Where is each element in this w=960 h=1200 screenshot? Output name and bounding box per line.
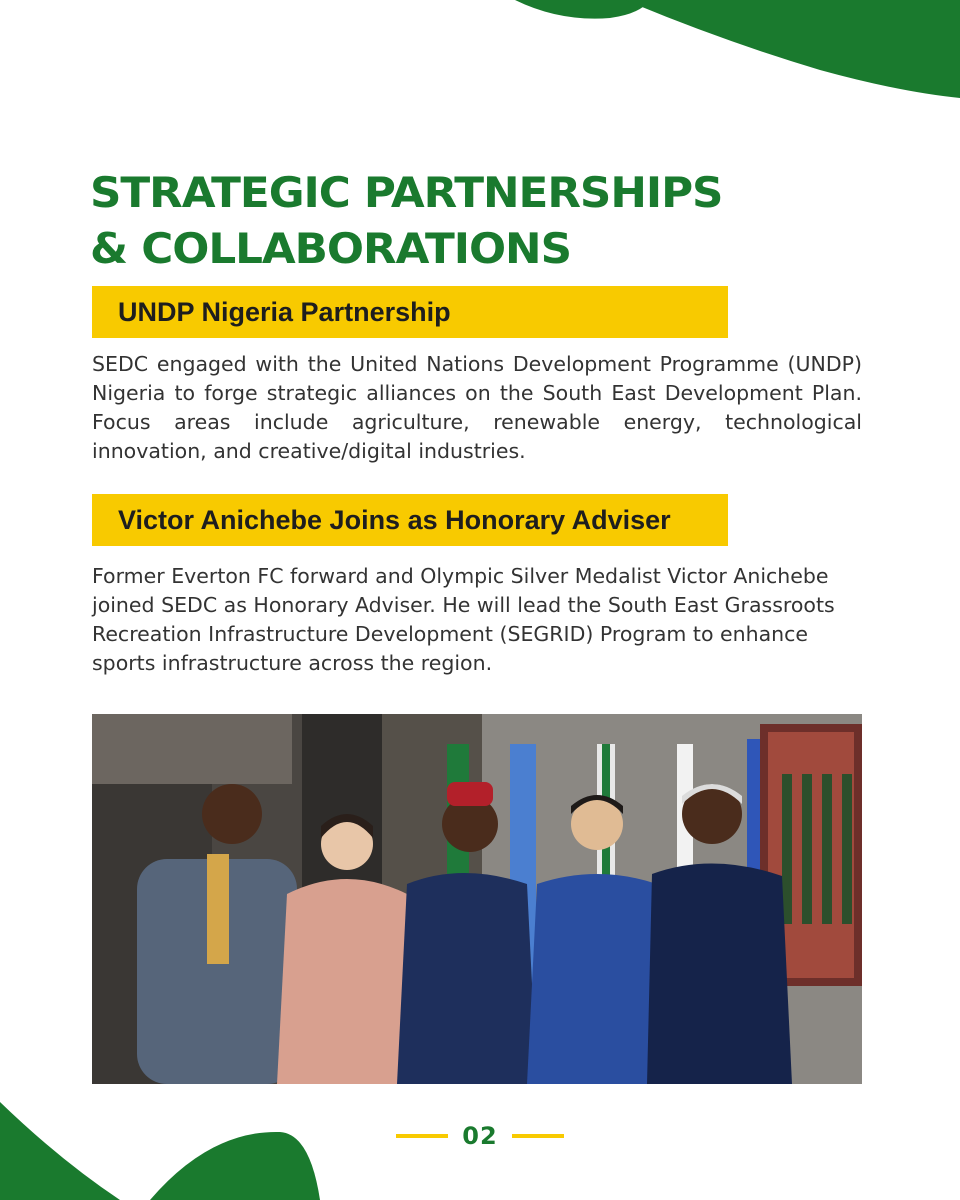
- section-heading-undp: [92, 286, 728, 338]
- footer-rule-left: [396, 1134, 448, 1138]
- page-number: 02: [462, 1122, 498, 1150]
- section-heading-label: UNDP Nigeria Partnership: [118, 296, 451, 327]
- footer-rule-right: [512, 1134, 564, 1138]
- section-heading-label: Victor Anichebe Joins as Honorary Adviser: [118, 504, 671, 535]
- top-decorative-wave: [0, 0, 960, 110]
- page-title: [90, 165, 922, 277]
- title-line-2: & COLLABORATIONS: [90, 224, 571, 273]
- bottom-decorative-wave: [0, 1080, 400, 1200]
- section-body-undp: SEDC engaged with the United Nations Development Programme (UNDP) Nigeria to forge strategic alliances on the South East Development Plan. Focus areas include agriculture, renewable energy, technological innovation, and creative/digital industries.: [92, 352, 862, 463]
- title-line-1: STRATEGIC PARTNERSHIPS: [90, 168, 723, 217]
- group-photo: [92, 714, 862, 1084]
- section-heading-anichebe: [92, 494, 728, 546]
- section-body-anichebe: Former Everton FC forward and Olympic Silver Medalist Victor Anichebe joined SEDC as Honorary Adviser. He will lead the South East Grassroots Recreation Infrastructure Development (SEGRID) Program to enhance sports infrastructure across the region.: [92, 564, 835, 675]
